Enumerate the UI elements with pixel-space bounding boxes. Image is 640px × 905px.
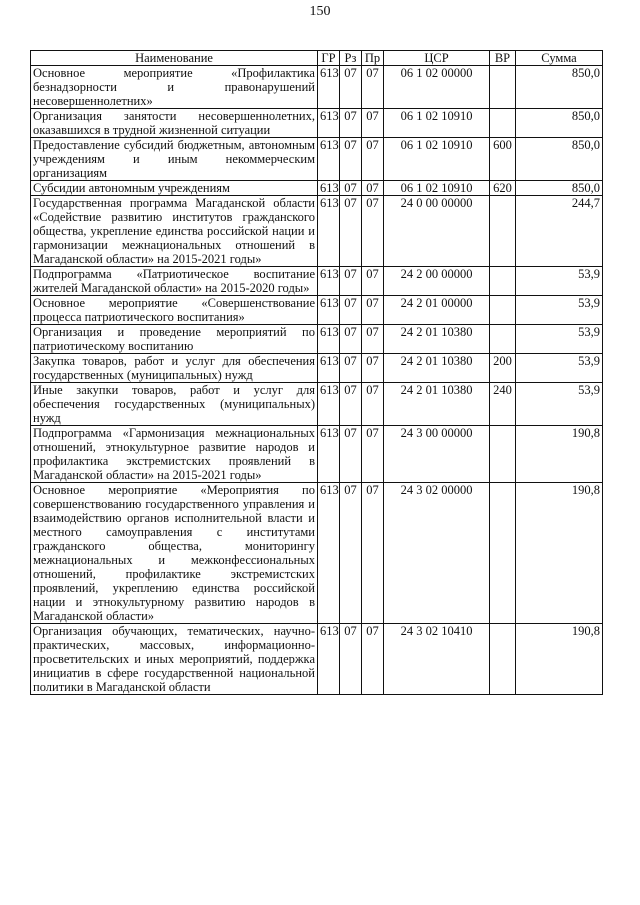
cell-gr: 613 (318, 267, 340, 296)
table-row (31, 383, 603, 426)
table-row (31, 483, 603, 624)
cell-pr: 07 (362, 325, 384, 354)
cell-sum: 190,8 (516, 624, 603, 695)
table-row (31, 354, 603, 383)
cell-sum: 850,0 (516, 138, 603, 181)
cell-sum: 53,9 (516, 383, 603, 426)
cell-rz: 07 (340, 426, 362, 483)
cell-name: Основное мероприятие «Мероприятия по совершенствованию государственного управления и взаимодействию органов исполнительной власти и местного самоуправления с институтами гражданского общества, мониторингу межнациональных и межконфессиональных отношений, профилактике экстремистских проявлений, укреплению единства российской нации и этнокультурному развитию народов в Магаданской области» (31, 483, 318, 624)
cell-name: Субсидии автономным учреждениям (31, 181, 318, 196)
table-row (31, 181, 603, 196)
cell-vr (490, 483, 516, 624)
cell-gr: 613 (318, 483, 340, 624)
table-row (31, 624, 603, 695)
cell-vr (490, 325, 516, 354)
table-row (31, 138, 603, 181)
cell-gr: 613 (318, 354, 340, 383)
budget-table (30, 50, 603, 695)
cell-gr: 613 (318, 325, 340, 354)
cell-name: Предоставление субсидий бюджетным, автономным учреждениям и иным некоммерческим организациям (31, 138, 318, 181)
table-row (31, 325, 603, 354)
cell-pr: 07 (362, 483, 384, 624)
cell-sum: 190,8 (516, 483, 603, 624)
cell-pr: 07 (362, 426, 384, 483)
cell-vr (490, 267, 516, 296)
cell-name: Организация занятости несовершеннолетних, оказавшихся в трудной жизненной ситуации (31, 109, 318, 138)
header-vr: ВР (490, 51, 516, 66)
cell-vr: 600 (490, 138, 516, 181)
cell-vr (490, 196, 516, 267)
cell-rz: 07 (340, 138, 362, 181)
cell-rz: 07 (340, 296, 362, 325)
cell-rz: 07 (340, 483, 362, 624)
cell-rz: 07 (340, 383, 362, 426)
cell-sum: 850,0 (516, 66, 603, 109)
cell-csr: 24 3 02 10410 (384, 624, 490, 695)
cell-pr: 07 (362, 66, 384, 109)
table-row (31, 296, 603, 325)
cell-csr: 24 2 01 00000 (384, 296, 490, 325)
cell-vr: 240 (490, 383, 516, 426)
cell-sum: 244,7 (516, 196, 603, 267)
header-gr: ГР (318, 51, 340, 66)
cell-pr: 07 (362, 196, 384, 267)
cell-gr: 613 (318, 109, 340, 138)
cell-csr: 24 0 00 00000 (384, 196, 490, 267)
cell-rz: 07 (340, 66, 362, 109)
cell-pr: 07 (362, 138, 384, 181)
cell-csr: 06 1 02 00000 (384, 66, 490, 109)
cell-csr: 06 1 02 10910 (384, 109, 490, 138)
cell-csr: 24 3 02 00000 (384, 483, 490, 624)
header-rz: Рз (340, 51, 362, 66)
cell-sum: 53,9 (516, 354, 603, 383)
cell-name: Основное мероприятие «Профилактика безнадзорности и правонарушений несовершеннолетних» (31, 66, 318, 109)
cell-pr: 07 (362, 624, 384, 695)
cell-rz: 07 (340, 181, 362, 196)
cell-csr: 24 2 00 00000 (384, 267, 490, 296)
cell-sum: 850,0 (516, 109, 603, 138)
cell-gr: 613 (318, 296, 340, 325)
cell-gr: 613 (318, 383, 340, 426)
cell-vr (490, 426, 516, 483)
cell-name: Подпрограмма «Патриотическое воспитание жителей Магаданской области» на 2015-2020 годы» (31, 267, 318, 296)
table-row (31, 426, 603, 483)
cell-rz: 07 (340, 325, 362, 354)
cell-name: Организация обучающих, тематических, научно-практических, массовых, информационно-просветительских и иных мероприятий, поддержка инициатив в сфере государственной национальной политики в Магаданской области (31, 624, 318, 695)
cell-pr: 07 (362, 354, 384, 383)
cell-pr: 07 (362, 181, 384, 196)
cell-sum: 53,9 (516, 296, 603, 325)
table-header (31, 51, 603, 66)
cell-vr (490, 624, 516, 695)
cell-name: Основное мероприятие «Совершенствование процесса патриотического воспитания» (31, 296, 318, 325)
cell-csr: 06 1 02 10910 (384, 181, 490, 196)
table-row (31, 196, 603, 267)
header-pr: Пр (362, 51, 384, 66)
cell-pr: 07 (362, 109, 384, 138)
cell-name: Иные закупки товаров, работ и услуг для обеспечения государственных (муниципальных) нужд (31, 383, 318, 426)
table-row (31, 109, 603, 138)
cell-gr: 613 (318, 624, 340, 695)
page-number: 150 (309, 4, 331, 19)
table-body (31, 66, 603, 695)
cell-csr: 24 2 01 10380 (384, 325, 490, 354)
cell-vr (490, 66, 516, 109)
header-sum: Сумма (516, 51, 603, 66)
cell-csr: 24 2 01 10380 (384, 383, 490, 426)
cell-rz: 07 (340, 624, 362, 695)
header-row (31, 51, 603, 66)
cell-name: Закупка товаров, работ и услуг для обеспечения государственных (муниципальных) нужд (31, 354, 318, 383)
cell-pr: 07 (362, 383, 384, 426)
cell-rz: 07 (340, 109, 362, 138)
cell-name: Государственная программа Магаданской области «Содействие развитию институтов гражданского общества, укрепление единства российской нации и гармонизации межнациональных отношений в Магаданской области» на 2015-2021 годы» (31, 196, 318, 267)
cell-gr: 613 (318, 196, 340, 267)
header-csr: ЦСР (384, 51, 490, 66)
cell-vr: 200 (490, 354, 516, 383)
cell-rz: 07 (340, 267, 362, 296)
cell-gr: 613 (318, 426, 340, 483)
cell-csr: 24 3 00 00000 (384, 426, 490, 483)
cell-vr (490, 296, 516, 325)
cell-rz: 07 (340, 196, 362, 267)
cell-name: Организация и проведение мероприятий по патриотическому воспитанию (31, 325, 318, 354)
cell-vr: 620 (490, 181, 516, 196)
cell-rz: 07 (340, 354, 362, 383)
cell-csr: 24 2 01 10380 (384, 354, 490, 383)
cell-name: Подпрограмма «Гармонизация межнациональных отношений, этнокультурное развитие народов и профилактика экстремистских проявлений в Магаданской области» на 2015-2021 годы» (31, 426, 318, 483)
cell-csr: 06 1 02 10910 (384, 138, 490, 181)
cell-gr: 613 (318, 181, 340, 196)
cell-sum: 190,8 (516, 426, 603, 483)
cell-vr (490, 109, 516, 138)
cell-sum: 53,9 (516, 267, 603, 296)
cell-gr: 613 (318, 66, 340, 109)
cell-sum: 850,0 (516, 181, 603, 196)
table-row (31, 66, 603, 109)
header-name: Наименование (31, 51, 318, 66)
table-row (31, 267, 603, 296)
cell-sum: 53,9 (516, 325, 603, 354)
cell-gr: 613 (318, 138, 340, 181)
cell-pr: 07 (362, 267, 384, 296)
cell-pr: 07 (362, 296, 384, 325)
